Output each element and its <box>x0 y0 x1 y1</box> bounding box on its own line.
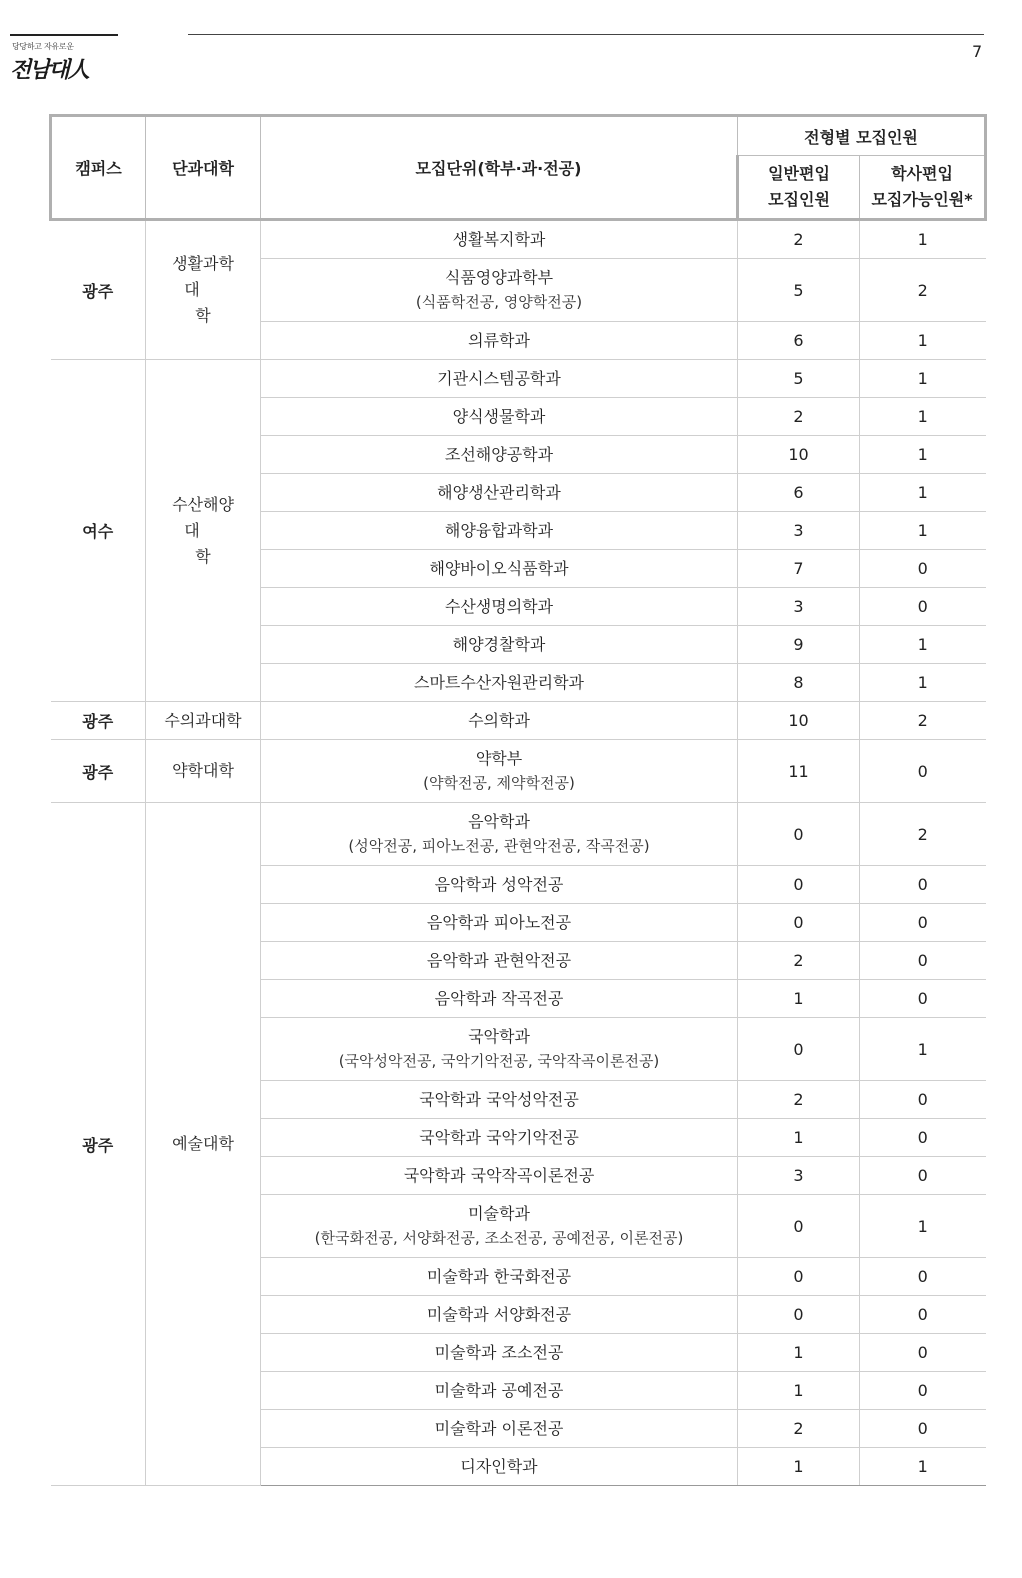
unit-cell <box>261 474 738 512</box>
general-count: 11 <box>738 740 860 803</box>
logo-tagline: 당당하고 자유로운 <box>12 42 74 51</box>
unit-cell <box>261 512 738 550</box>
college-name-line2: 대 학 <box>184 280 233 325</box>
general-count: 1 <box>738 1372 860 1410</box>
unit-name: 약학부 <box>475 749 523 768</box>
general-count: 1 <box>738 980 860 1018</box>
unit-name: 음악학과 작곡전공 <box>434 988 564 1008</box>
unit-cell <box>261 1157 738 1195</box>
general-count: 1 <box>738 1334 860 1372</box>
unit-name: 기관시스템공학과 <box>437 368 561 388</box>
general-count: 6 <box>738 322 860 360</box>
bachelor-count: 0 <box>860 980 986 1018</box>
bachelor-count: 0 <box>860 1410 986 1448</box>
unit-cell <box>261 740 738 803</box>
bachelor-count: 1 <box>860 398 986 436</box>
college-cell <box>146 702 261 740</box>
bachelor-count: 0 <box>860 942 986 980</box>
general-count: 1 <box>738 1448 860 1486</box>
unit-cell <box>261 550 738 588</box>
unit-name: 해양경찰학과 <box>452 634 546 654</box>
bachelor-count: 0 <box>860 1296 986 1334</box>
unit-cell <box>261 1296 738 1334</box>
bachelor-count: 0 <box>860 550 986 588</box>
general-count: 2 <box>738 1081 860 1119</box>
unit-cell <box>261 1448 738 1486</box>
unit-cell <box>261 360 738 398</box>
bachelor-count: 1 <box>860 664 986 702</box>
unit-cell <box>261 259 738 322</box>
unit-cell <box>261 1258 738 1296</box>
bachelor-count: 1 <box>860 1195 986 1258</box>
header-unit: 모집단위(학부·과·전공) <box>261 116 738 220</box>
unit-name: 미술학과 서양화전공 <box>426 1304 572 1324</box>
recruitment-table <box>49 114 987 1486</box>
college-cell <box>146 220 261 360</box>
unit-cell <box>261 1081 738 1119</box>
unit-cell <box>261 942 738 980</box>
unit-name: 해양생산관리학과 <box>437 482 561 502</box>
unit-name: 미술학과 이론전공 <box>434 1418 564 1438</box>
college-name-line1: 예술대학 <box>172 1134 234 1153</box>
college-name-line1: 수산해양 <box>172 494 234 514</box>
unit-name: 해양융합과학과 <box>444 520 554 540</box>
header-bachelor-line1: 학사편입 <box>891 164 953 183</box>
table-row <box>51 360 986 398</box>
campus-cell: 광주 <box>51 803 146 1486</box>
header-campus: 캠퍼스 <box>51 116 146 220</box>
bachelor-count: 2 <box>860 259 986 322</box>
bachelor-count: 1 <box>860 512 986 550</box>
unit-name: 양식생물학과 <box>452 406 546 426</box>
bachelor-count: 0 <box>860 1334 986 1372</box>
bachelor-count: 1 <box>860 360 986 398</box>
unit-name: 디자인학과 <box>460 1456 538 1476</box>
unit-cell <box>261 626 738 664</box>
header-bachelor <box>860 156 986 220</box>
unit-cell <box>261 398 738 436</box>
unit-name: 해양바이오식품학과 <box>429 558 569 578</box>
college-name-line1: 약학대학 <box>172 761 234 780</box>
unit-name: 수의학과 <box>468 710 530 730</box>
general-count: 3 <box>738 1157 860 1195</box>
college-name-line2: 대 학 <box>184 520 233 566</box>
general-count: 10 <box>738 436 860 474</box>
bachelor-count: 1 <box>860 474 986 512</box>
general-count: 2 <box>738 1410 860 1448</box>
college-cell <box>146 740 261 803</box>
page-number: 7 <box>972 42 983 61</box>
general-count: 7 <box>738 550 860 588</box>
campus-cell: 광주 <box>51 220 146 360</box>
unit-cell <box>261 1119 738 1157</box>
unit-name: 생활복지학과 <box>452 229 546 249</box>
unit-cell <box>261 1334 738 1372</box>
unit-cell <box>261 1195 738 1258</box>
bachelor-count: 1 <box>860 626 986 664</box>
general-count: 2 <box>738 220 860 259</box>
bachelor-count: 0 <box>860 588 986 626</box>
unit-name: 국악학과 국악작곡이론전공 <box>403 1165 595 1185</box>
bachelor-count: 0 <box>860 904 986 942</box>
header-rule <box>188 34 984 35</box>
unit-name: 미술학과 <box>468 1204 530 1223</box>
bachelor-count: 0 <box>860 740 986 803</box>
university-logo: 전남대人 <box>10 57 88 83</box>
bachelor-count: 2 <box>860 702 986 740</box>
unit-majors: (한국화전공, 서양화전공, 조소전공, 공예전공, 이론전공) <box>314 1229 684 1247</box>
college-name-line1: 수의과대학 <box>164 710 242 730</box>
college-name-line1: 생활과학 <box>172 254 234 273</box>
bachelor-count: 1 <box>860 1018 986 1081</box>
header-college: 단과대학 <box>146 116 261 220</box>
campus-cell: 광주 <box>51 702 146 740</box>
header-general <box>738 156 860 220</box>
bachelor-count: 2 <box>860 803 986 866</box>
unit-cell <box>261 588 738 626</box>
unit-name: 음악학과 <box>468 812 530 831</box>
general-count: 10 <box>738 702 860 740</box>
unit-name: 식품영양과학부 <box>444 268 554 287</box>
unit-cell <box>261 1372 738 1410</box>
header-general-line2: 모집인원 <box>768 190 830 209</box>
campus-cell: 여수 <box>51 360 146 702</box>
header-bachelor-line2: 모집가능인원* <box>871 190 973 209</box>
general-count: 5 <box>738 360 860 398</box>
unit-majors: (국악성악전공, 국악기악전공, 국악작곡이론전공) <box>338 1052 660 1070</box>
bachelor-count: 0 <box>860 1258 986 1296</box>
general-count: 2 <box>738 942 860 980</box>
unit-majors: (약학전공, 제약학전공) <box>423 774 575 792</box>
general-count: 0 <box>738 1258 860 1296</box>
college-cell <box>146 803 261 1486</box>
unit-name: 음악학과 성악전공 <box>434 874 564 894</box>
bachelor-count: 1 <box>860 322 986 360</box>
bachelor-count: 0 <box>860 1157 986 1195</box>
unit-name: 미술학과 조소전공 <box>434 1342 564 1362</box>
bachelor-count: 0 <box>860 1372 986 1410</box>
unit-cell <box>261 980 738 1018</box>
unit-name: 음악학과 피아노전공 <box>426 912 572 932</box>
bachelor-count: 0 <box>860 1119 986 1157</box>
general-count: 0 <box>738 1296 860 1334</box>
unit-name: 국악학과 국악기악전공 <box>419 1127 579 1147</box>
college-cell <box>146 360 261 702</box>
unit-name: 국악학과 국악성악전공 <box>419 1089 579 1109</box>
general-count: 9 <box>738 626 860 664</box>
table-row <box>51 220 986 259</box>
general-count: 5 <box>738 259 860 322</box>
unit-name: 국악학과 <box>468 1027 530 1046</box>
header-group: 전형별 모집인원 <box>738 116 986 156</box>
unit-cell <box>261 322 738 360</box>
table-row <box>51 740 986 803</box>
unit-cell <box>261 702 738 740</box>
general-count: 0 <box>738 1018 860 1081</box>
unit-cell <box>261 904 738 942</box>
general-count: 3 <box>738 588 860 626</box>
table-row <box>51 702 986 740</box>
unit-name: 수산생명의학과 <box>444 596 554 616</box>
bachelor-count: 0 <box>860 866 986 904</box>
unit-name: 조선해양공학과 <box>444 444 554 464</box>
unit-cell <box>261 1018 738 1081</box>
unit-name: 스마트수산자원관리학과 <box>413 672 585 692</box>
unit-name: 미술학과 한국화전공 <box>426 1266 572 1286</box>
unit-majors: (식품학전공, 영양학전공) <box>415 293 583 311</box>
general-count: 0 <box>738 803 860 866</box>
unit-cell <box>261 664 738 702</box>
unit-cell <box>261 220 738 259</box>
general-count: 2 <box>738 398 860 436</box>
campus-cell: 광주 <box>51 740 146 803</box>
general-count: 0 <box>738 904 860 942</box>
logo-divider <box>10 34 118 36</box>
general-count: 3 <box>738 512 860 550</box>
unit-name: 의류학과 <box>468 330 530 350</box>
unit-cell <box>261 803 738 866</box>
unit-cell <box>261 1410 738 1448</box>
bachelor-count: 0 <box>860 1081 986 1119</box>
unit-cell <box>261 436 738 474</box>
unit-name: 음악학과 관현악전공 <box>426 950 572 970</box>
general-count: 0 <box>738 866 860 904</box>
bachelor-count: 1 <box>860 220 986 259</box>
general-count: 6 <box>738 474 860 512</box>
general-count: 1 <box>738 1119 860 1157</box>
bachelor-count: 1 <box>860 1448 986 1486</box>
general-count: 8 <box>738 664 860 702</box>
table-row <box>51 803 986 866</box>
bachelor-count: 1 <box>860 436 986 474</box>
unit-name: 미술학과 공예전공 <box>434 1380 564 1400</box>
header-general-line1: 일반편입 <box>768 164 830 183</box>
unit-majors: (성악전공, 피아노전공, 관현악전공, 작곡전공) <box>348 837 650 855</box>
general-count: 0 <box>738 1195 860 1258</box>
unit-cell <box>261 866 738 904</box>
